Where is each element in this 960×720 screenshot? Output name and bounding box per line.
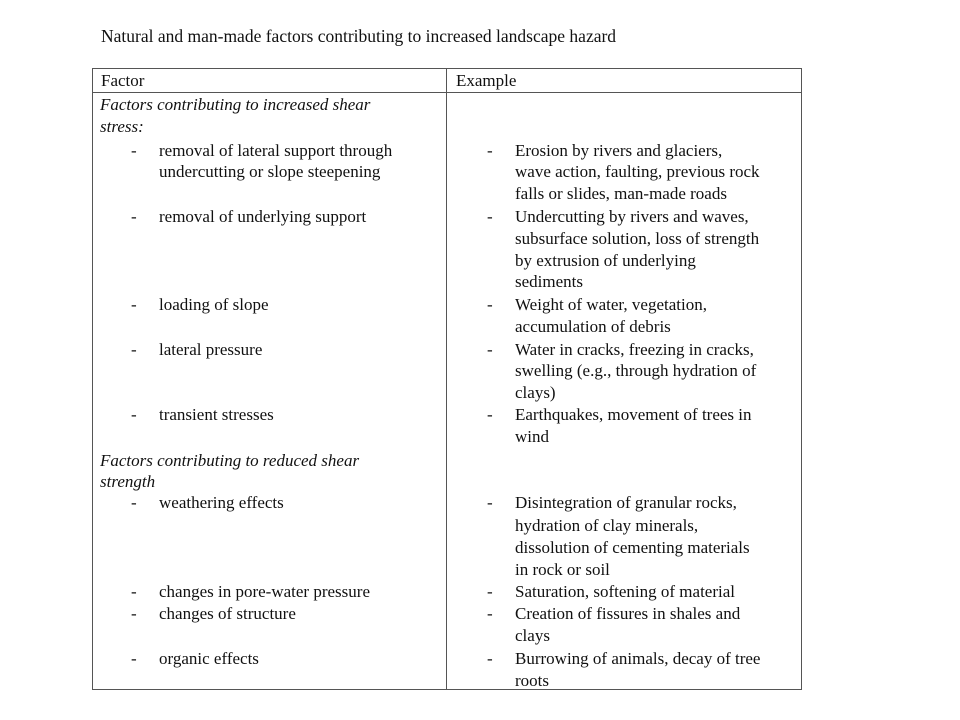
bullet-dash: - bbox=[487, 649, 493, 668]
factor-text: undercutting or slope steepening bbox=[159, 162, 381, 181]
factor-text: removal of lateral support through bbox=[159, 141, 393, 160]
factor-text: transient stresses bbox=[159, 405, 274, 424]
factor-text: loading of slope bbox=[159, 295, 269, 314]
example-text: wave action, faulting, previous rock bbox=[515, 162, 760, 181]
example-text: Weight of water, vegetation, bbox=[515, 295, 707, 314]
example-text: clays) bbox=[515, 383, 556, 402]
example-text: clays bbox=[515, 626, 550, 645]
bullet-dash: - bbox=[131, 405, 137, 424]
bullet-dash: - bbox=[131, 340, 137, 359]
bullet-dash: - bbox=[487, 405, 493, 424]
factor-text: weathering effects bbox=[159, 493, 284, 512]
bullet-dash: - bbox=[131, 582, 137, 601]
section-heading-shear-stress-line1: Factors contributing to increased shear bbox=[100, 95, 371, 114]
example-text: dissolution of cementing materials bbox=[515, 538, 750, 557]
header-example: Example bbox=[456, 71, 517, 90]
factor-text: organic effects bbox=[159, 649, 259, 668]
bullet-dash: - bbox=[487, 493, 493, 512]
document-title: Natural and man-made factors contributing to increased landscape hazard bbox=[101, 26, 617, 46]
header-factor: Factor bbox=[101, 71, 145, 90]
example-text: Saturation, softening of material bbox=[515, 582, 735, 601]
column-divider bbox=[446, 68, 447, 690]
example-text: falls or slides, man-made roads bbox=[515, 184, 727, 203]
factor-text: removal of underlying support bbox=[159, 207, 367, 226]
bullet-dash: - bbox=[131, 295, 137, 314]
section-heading-shear-strength-line1: Factors contributing to reduced shear bbox=[100, 451, 360, 470]
bullet-dash: - bbox=[131, 207, 137, 226]
bullet-dash: - bbox=[487, 604, 493, 623]
bullet-dash: - bbox=[487, 207, 493, 226]
example-text: by extrusion of underlying bbox=[515, 251, 696, 270]
example-text: Earthquakes, movement of trees in bbox=[515, 405, 752, 424]
example-text: Erosion by rivers and glaciers, bbox=[515, 141, 723, 160]
header-divider bbox=[92, 92, 802, 93]
bullet-dash: - bbox=[487, 340, 493, 359]
bullet-dash: - bbox=[131, 649, 137, 668]
bullet-dash: - bbox=[487, 582, 493, 601]
bullet-dash: - bbox=[487, 295, 493, 314]
example-text: hydration of clay minerals, bbox=[515, 516, 699, 535]
factor-text: lateral pressure bbox=[159, 340, 263, 359]
example-text: Burrowing of animals, decay of tree bbox=[515, 649, 761, 668]
bullet-dash: - bbox=[131, 604, 137, 623]
example-text: Disintegration of granular rocks, bbox=[515, 493, 737, 512]
bullet-dash: - bbox=[131, 493, 137, 512]
example-text: subsurface solution, loss of strength bbox=[515, 229, 760, 248]
example-text: wind bbox=[515, 427, 549, 446]
section-heading-shear-stress-line2: stress: bbox=[100, 117, 144, 136]
example-text: sediments bbox=[515, 272, 583, 291]
example-text: roots bbox=[515, 671, 549, 690]
factor-text: changes in pore-water pressure bbox=[159, 582, 370, 601]
example-text: Water in cracks, freezing in cracks, bbox=[515, 340, 754, 359]
example-text: Creation of fissures in shales and bbox=[515, 604, 741, 623]
example-text: accumulation of debris bbox=[515, 317, 671, 336]
example-text: in rock or soil bbox=[515, 560, 610, 579]
bullet-dash: - bbox=[131, 141, 137, 160]
factor-text: changes of structure bbox=[159, 604, 296, 623]
example-text: Undercutting by rivers and waves, bbox=[515, 207, 749, 226]
section-heading-shear-strength-line2: strength bbox=[100, 472, 156, 491]
bullet-dash: - bbox=[487, 141, 493, 160]
example-text: swelling (e.g., through hydration of bbox=[515, 361, 757, 380]
